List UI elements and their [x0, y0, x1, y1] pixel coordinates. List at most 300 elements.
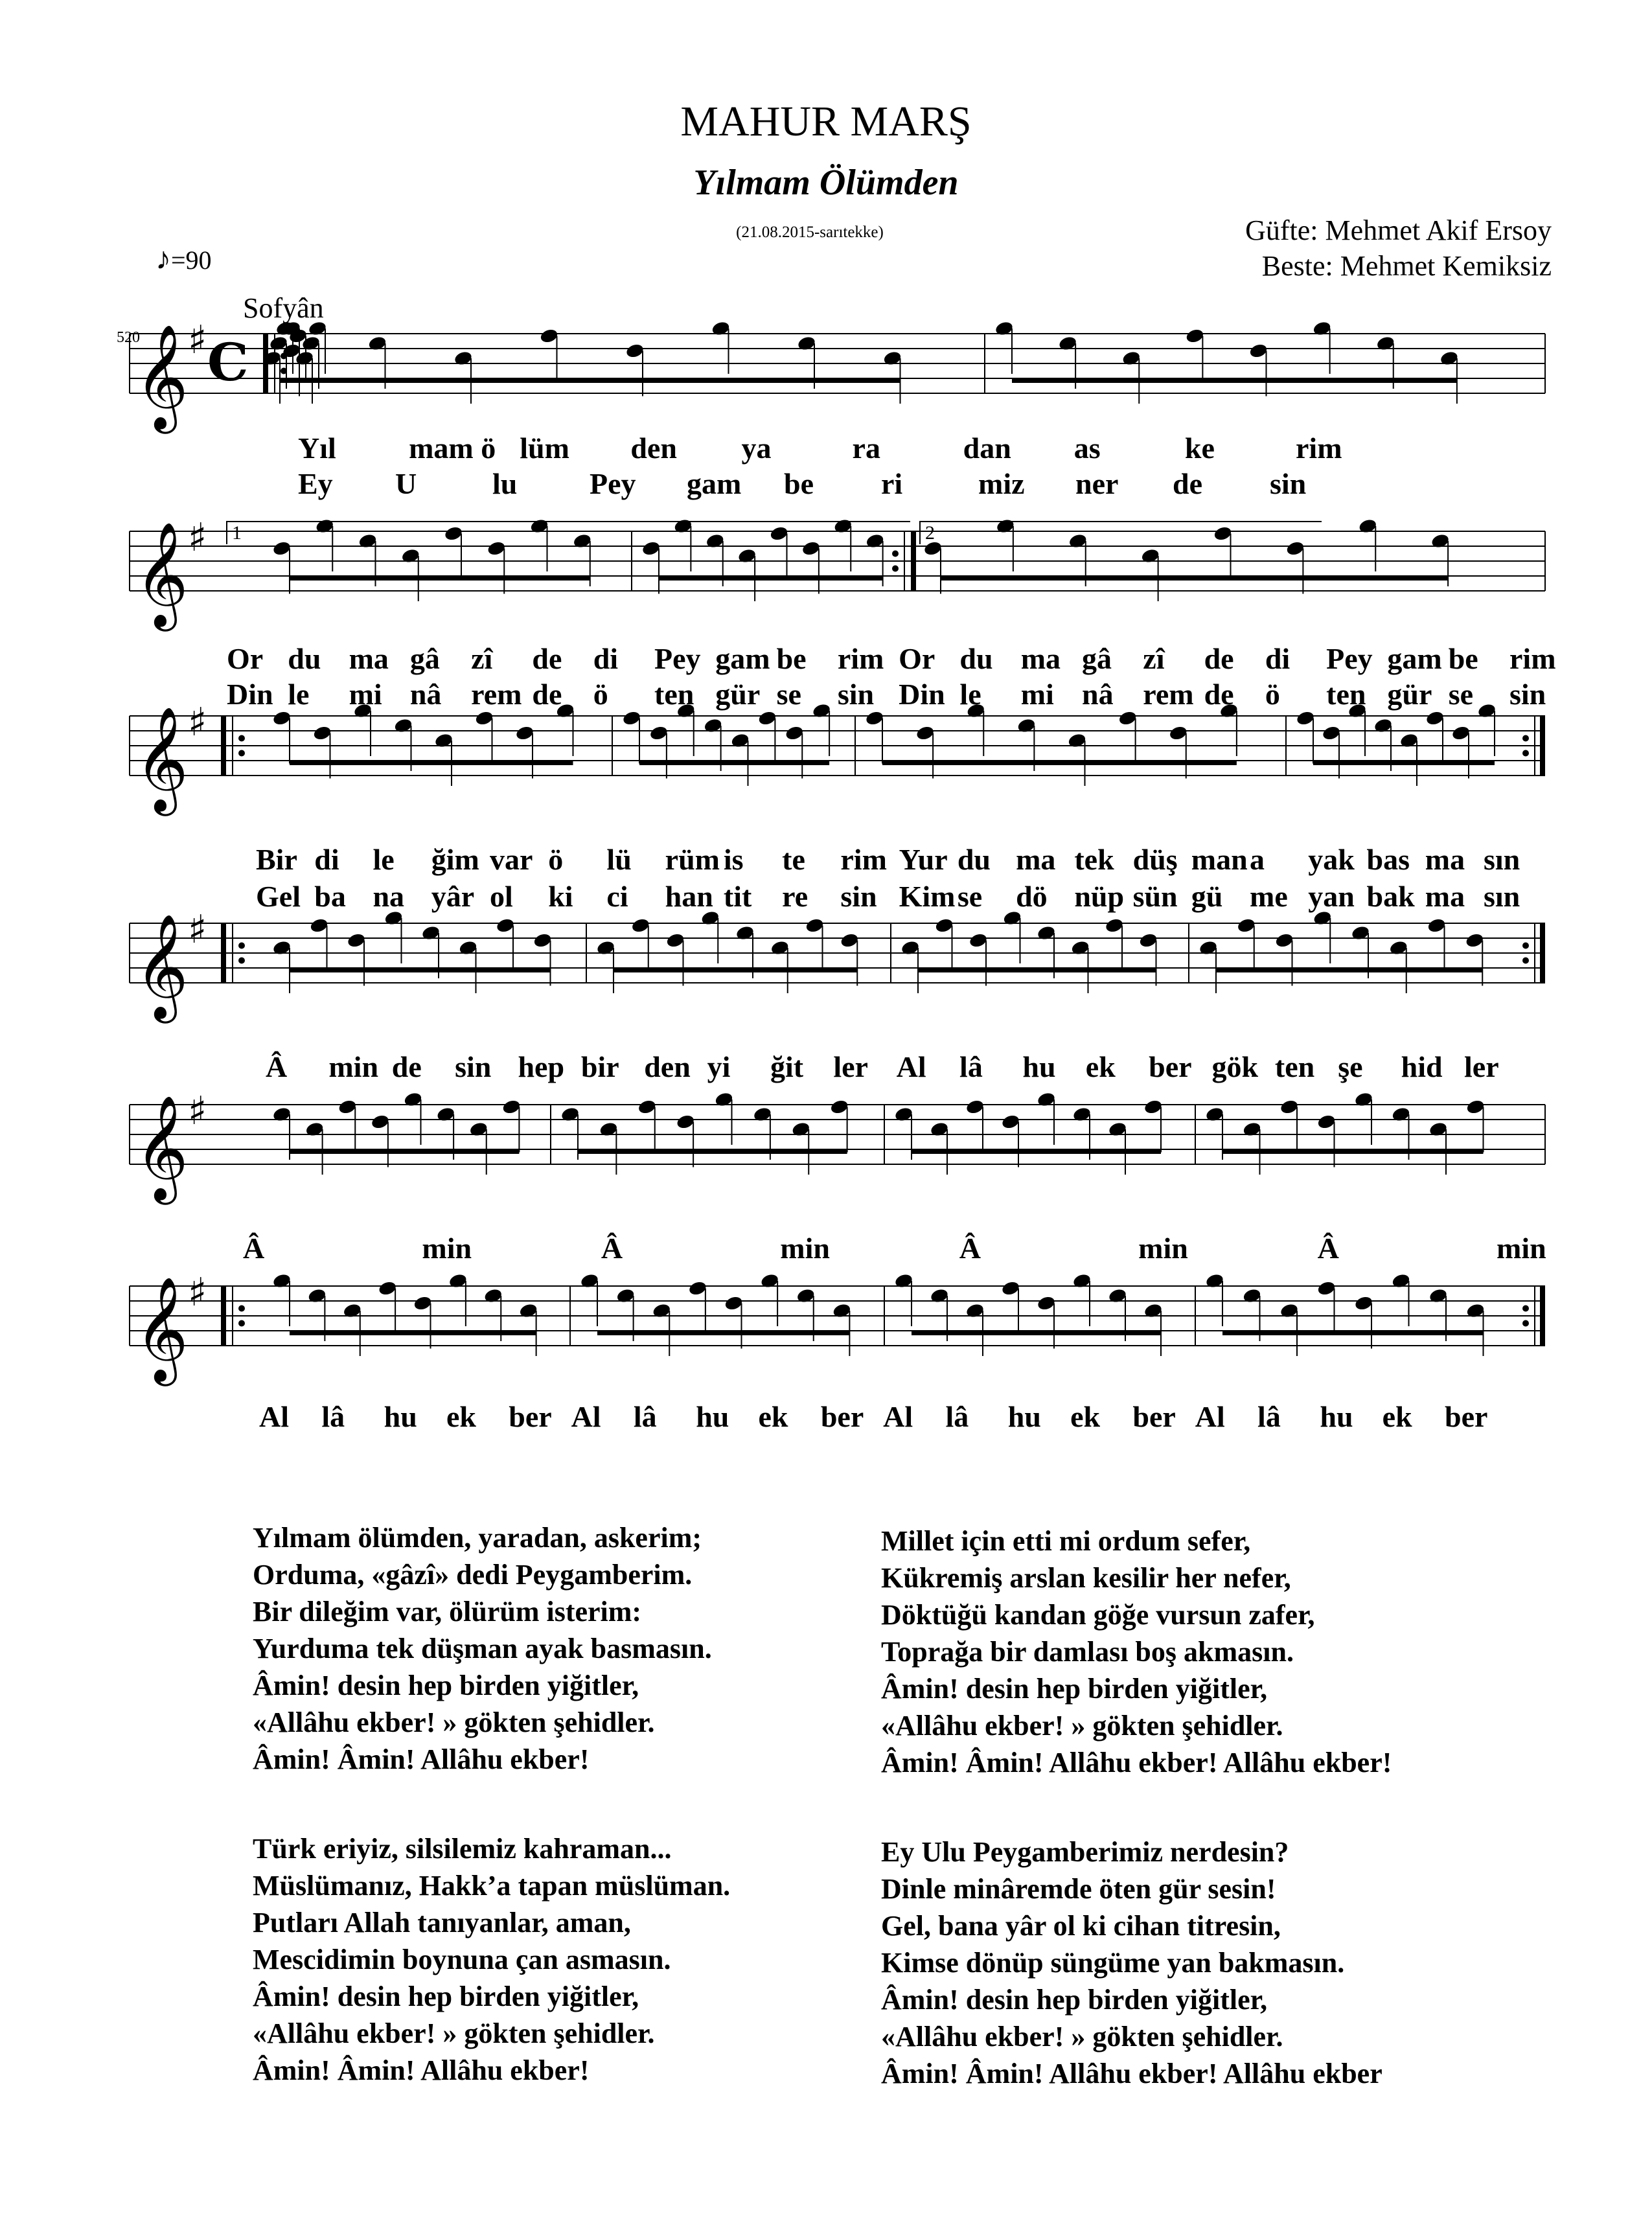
volta-2-bracket [920, 522, 1322, 544]
lyric-syllable: min [328, 1050, 379, 1083]
verse-left-line: «Allâhu ekber! » gökten şehidler. [253, 2018, 655, 2049]
repeat-dot [1522, 735, 1529, 742]
note-head [1072, 1272, 1092, 1289]
lyric-syllable: le [373, 843, 395, 876]
note-head [737, 547, 757, 564]
verse-block-left-1 [253, 1519, 712, 1778]
verse-right-line: Âmin! Âmin! Allâhu ekber! Allâhu ekber [881, 2058, 1382, 2089]
repeat-dot [238, 943, 245, 949]
lyric-syllable: Al [896, 1050, 926, 1083]
lyric-syllable: sın [1484, 880, 1520, 913]
note-head [965, 1302, 985, 1319]
note-head [1205, 1106, 1225, 1123]
verse-left-line: Âmin! desin hep birden yiğitler, [253, 1670, 639, 1701]
lyric-syllable: nâ [409, 678, 442, 711]
lyric-syllable: U [395, 467, 417, 500]
verse-left-line: Âmin! Âmin! Allâhu ekber! [253, 1743, 590, 1775]
lyric-syllable: lâ [1257, 1400, 1281, 1433]
note-head [1279, 1302, 1300, 1319]
lyric-syllable: ki [548, 880, 573, 913]
note-head [705, 533, 725, 549]
lyric-syllable: rim [1296, 431, 1342, 465]
verse-left-line: Bir dileğim var, ölürüm isterim: [253, 1596, 642, 1627]
lyric-syllable: di [314, 843, 339, 876]
lyric-syllable: ber [509, 1400, 552, 1433]
repeat-dot [238, 735, 245, 742]
lyric-syllable: as [1073, 431, 1101, 465]
note-head [529, 518, 549, 535]
lyric-syllable: rem [471, 678, 522, 711]
note-head [665, 932, 685, 949]
lyric-syllable: gâ [1082, 642, 1112, 675]
repeat-dot [1522, 943, 1529, 949]
note-head [1316, 1114, 1337, 1131]
note-head [315, 518, 335, 535]
note-head [1312, 320, 1332, 337]
volta-1-label: 1 [232, 522, 242, 544]
repeat-dot [1522, 1305, 1529, 1312]
lyric-syllable: re [782, 880, 809, 913]
note-head [1108, 1287, 1128, 1304]
note-head [1279, 1099, 1300, 1116]
lyric-syllable: ek [1070, 1400, 1101, 1433]
lyric-syllable: Â [243, 1232, 265, 1265]
lyric-syllable: Yur [899, 843, 948, 876]
note-head [1121, 350, 1141, 367]
lyric-syllable: ten [1274, 1050, 1315, 1083]
note-head [1391, 1272, 1411, 1289]
note-head [1375, 335, 1395, 352]
note-head [622, 710, 642, 727]
lyric-syllable: rim [840, 843, 887, 876]
note-head [1138, 932, 1158, 949]
verse-right-line: Kükremiş arslan kesilir her nefer, [881, 1562, 1291, 1594]
lyric-syllable: is [723, 843, 744, 876]
note-head [307, 1287, 327, 1304]
note-head [930, 1287, 950, 1304]
lyric-syllable: du [959, 642, 993, 675]
lyric-syllable: Pey [1326, 642, 1373, 675]
repeat-dot [238, 1320, 245, 1327]
note-head [393, 717, 413, 734]
lyricist-credit: Güfte: Mehmet Akif Ersoy [1245, 214, 1552, 246]
lyric-syllable: lâ [945, 1400, 969, 1433]
note-head [637, 1099, 657, 1116]
lyric-syllable: di [1265, 642, 1291, 675]
note-head [1477, 702, 1497, 719]
note-head [1001, 1114, 1021, 1131]
lyric-syllable: na [373, 880, 405, 913]
lyric-syllable: ö [548, 843, 564, 876]
lyric-syllable: hu [1007, 1400, 1041, 1433]
lyric-syllable: de [1204, 642, 1234, 675]
lyric-syllable: min [780, 1232, 830, 1265]
lyric-syllable: sin [455, 1050, 492, 1083]
note-head [1143, 1302, 1164, 1319]
note-head [421, 925, 441, 941]
note-head [272, 939, 292, 956]
note-head [1058, 335, 1078, 352]
lyric-syllable: tit [723, 880, 752, 913]
note-head [801, 540, 821, 557]
lyric-syllable: han [665, 880, 713, 913]
lyric-syllable: hu [1320, 1400, 1353, 1433]
lyric-syllable: a [1250, 843, 1265, 876]
lyric-syllable: min [422, 1232, 472, 1265]
lyric-syllable: min [1138, 1232, 1188, 1265]
lyric-syllable: den [644, 1050, 691, 1083]
note-head [501, 1099, 522, 1116]
lyric-syllable: gök [1211, 1050, 1259, 1083]
note-head [688, 1280, 708, 1297]
treble-clef-icon: 𝄞 [135, 706, 189, 812]
note-head [533, 932, 553, 949]
lyric-syllable: ber [1132, 1400, 1176, 1433]
lyric-syllable: du [288, 642, 321, 675]
verse-right-line: Âmin! desin hep birden yiğitler, [881, 1984, 1268, 2016]
lyric-syllable: ner [1075, 467, 1119, 500]
note-head [596, 939, 616, 956]
lyric-syllable: ri [881, 467, 903, 500]
lyric-syllable: gür [715, 678, 761, 711]
note-head [1388, 939, 1408, 956]
note-head [400, 547, 420, 564]
note-head [367, 335, 387, 352]
note-head [496, 917, 516, 934]
note-head [1451, 725, 1471, 742]
verse-right-line: Ey Ulu Peygamberimiz nerdesin? [881, 1836, 1289, 1868]
note-head [1430, 533, 1451, 549]
note-head [805, 917, 825, 934]
note-head [1428, 1287, 1449, 1304]
lyric-syllable: ö [1265, 678, 1280, 711]
sharp-icon: ♯ [188, 907, 207, 952]
lyric-syllable: ma [1016, 843, 1056, 876]
note-head [894, 1272, 914, 1289]
note-head [413, 1295, 433, 1312]
lyric-syllable: ber [820, 1400, 864, 1433]
verse-left-line: Âmin! desin hep birden yiğitler, [253, 1981, 639, 2012]
note-head [272, 1106, 292, 1123]
lyric-syllable: ek [446, 1400, 476, 1433]
note-head [580, 1272, 600, 1289]
note-head [1440, 350, 1460, 367]
verse-right-line: Âmin! Âmin! Allâhu ekber! Allâhu ekber! [881, 1747, 1392, 1778]
sharp-icon: ♯ [188, 700, 207, 745]
page-title: MAHUR MARŞ [680, 98, 972, 145]
note-head [1068, 533, 1088, 549]
note-head [1354, 1295, 1374, 1312]
sharp-icon: ♯ [188, 1270, 207, 1315]
note-head [703, 717, 723, 734]
lyric-syllable: Â [959, 1232, 981, 1265]
lyric-syllable: le [288, 678, 310, 711]
note-head [1140, 547, 1160, 564]
lyric-syllable: ğit [770, 1050, 804, 1083]
lyric-syllable: Ey [298, 467, 333, 500]
note-head [812, 702, 832, 719]
note-head [730, 732, 750, 749]
lyric-syllable: hu [384, 1400, 417, 1433]
note-head [1248, 343, 1268, 360]
note-head [724, 1295, 744, 1312]
note-head [434, 732, 454, 749]
note-head [1236, 917, 1256, 934]
lyric-syllable: mi [1020, 678, 1054, 711]
verse-right-line: Toprağa bir damlası boş akmasın. [881, 1636, 1294, 1668]
lyric-syllable: ten [1326, 678, 1366, 711]
note-head [1070, 939, 1090, 956]
note-head [882, 350, 902, 367]
note-head [347, 932, 367, 949]
repeat-dot [892, 566, 899, 572]
note-head [829, 1099, 849, 1116]
lyric-syllable: lâ [959, 1050, 983, 1083]
note-head [994, 320, 1015, 337]
verse-left-line: «Allâhu ekber! » gökten şehidler. [253, 1707, 655, 1738]
lyric-syllable: ma [1425, 843, 1465, 876]
verse-right-line: Gel, bana yâr ol ki cihan titresin, [881, 1910, 1281, 1942]
note-head [1067, 732, 1087, 749]
note-head [615, 1287, 636, 1304]
lyric-syllable: be [1448, 642, 1478, 675]
lyric-syllable: be [776, 642, 807, 675]
note-head [436, 1106, 456, 1123]
note-head [796, 1287, 816, 1304]
note-head [560, 1106, 580, 1123]
lyric-syllable: gam [1387, 642, 1442, 675]
lyric-syllable: Yıl [298, 431, 336, 465]
lyric-syllable: yâr [431, 880, 475, 913]
note-head [309, 917, 329, 934]
note-head [304, 1121, 325, 1138]
common-time-icon: C [207, 332, 249, 393]
lyric-syllable: lu [492, 467, 518, 500]
note-head [272, 1272, 292, 1289]
verse-left-line: Âmin! Âmin! Allâhu ekber! [253, 2054, 590, 2086]
verse-block-right-1 [881, 1523, 1392, 1781]
lyric-syllable: Â [1317, 1232, 1339, 1265]
lyric-syllable: Gel [256, 880, 301, 913]
lyric-syllable: Al [883, 1400, 913, 1433]
verse-right-line: Millet için etti mi ordum sefer, [881, 1525, 1251, 1557]
note-head [757, 710, 777, 727]
lyric-syllable: Al [1195, 1400, 1225, 1433]
lyric-syllable: mam ö [409, 431, 496, 465]
lyric-syllable: nüp [1074, 880, 1125, 913]
lyric-syllable: ol [489, 880, 513, 913]
lyric-syllable: de [532, 678, 562, 711]
verse-right-line: «Allâhu ekber! » gökten şehidler. [881, 2021, 1283, 2052]
verse-left-line: Müslümanız, Hakk’a tapan müslüman. [253, 1870, 731, 1902]
note-head [785, 725, 805, 742]
note-head [791, 1121, 811, 1138]
lyric-syllable: Din [227, 678, 273, 711]
lyric-syllable: Kim [899, 880, 956, 913]
eighth-note-icon: ♪ [155, 242, 171, 276]
note-head [1205, 1272, 1225, 1289]
treble-clef-icon: 𝄞 [135, 914, 189, 1019]
note-head [448, 1272, 468, 1289]
lyric-syllable: min [1497, 1232, 1546, 1265]
lyric-syllable: man [1191, 843, 1248, 876]
note-head [1354, 1091, 1374, 1108]
treble-clef-icon: 𝄞 [135, 324, 189, 430]
lyric-syllable: de [532, 642, 562, 675]
repeat-dot [238, 750, 245, 757]
note-head [625, 343, 645, 360]
lyric-syllable: var [489, 843, 533, 876]
note-head [1213, 525, 1233, 542]
lyric-syllable: Bir [256, 843, 297, 876]
lyric-syllable: miz [978, 467, 1025, 500]
note-head [338, 1099, 358, 1116]
lyric-syllable: Al [571, 1400, 601, 1433]
lyric-syllable: le [959, 678, 981, 711]
treble-clef-icon: 𝄞 [135, 1276, 189, 1382]
lyric-syllable: ber [1149, 1050, 1192, 1083]
note-head [1037, 1091, 1057, 1108]
note-head [840, 932, 860, 949]
date-note: (21.08.2015-sarıtekke) [736, 224, 884, 241]
verse-left-line: Orduma, «gâzî» dedi Peygamberim. [253, 1559, 693, 1591]
lyric-syllable: ö [593, 678, 608, 711]
note-head [403, 1091, 423, 1108]
note-head [769, 525, 789, 542]
lyric-syllable: gam [715, 642, 770, 675]
lyric-syllable: ya [741, 431, 772, 465]
note-head [1274, 932, 1294, 949]
note-head [1465, 932, 1485, 949]
lyric-syllable: ba [314, 880, 346, 913]
verse-right-line: «Allâhu ekber! » gökten şehidler. [881, 1710, 1283, 1742]
note-head [518, 1302, 538, 1319]
note-head [308, 320, 328, 337]
note-head [865, 533, 885, 549]
note-head [753, 1106, 773, 1123]
lyric-syllable: me [1250, 880, 1288, 913]
lyric-syllable: bas [1366, 843, 1410, 876]
verse-left-line: Mescidimin boynuna çan asmasın. [253, 1944, 671, 1975]
lyric-syllable: ek [1382, 1400, 1412, 1433]
note-head [444, 525, 464, 542]
lyric-syllable: yak [1308, 843, 1355, 876]
lyric-syllable: zî [471, 642, 493, 675]
verse-right-line: Kimse dönüp süngüme yan bakmasın. [881, 1947, 1345, 1979]
note-head [1322, 725, 1342, 742]
lyric-syllable: sin [840, 880, 877, 913]
lyric-syllable: de [1204, 678, 1234, 711]
note-head [1351, 925, 1371, 941]
note-head [934, 917, 954, 934]
note-head [272, 540, 292, 557]
lyric-syllable: dan [963, 431, 1011, 465]
note-head [453, 350, 474, 367]
verse-right-line: Âmin! desin hep birden yiğitler, [881, 1673, 1268, 1705]
lyric-syllable: ma [349, 642, 389, 675]
note-head [1242, 1121, 1262, 1138]
lyric-syllable: hep [518, 1050, 565, 1083]
treble-clef-icon: 𝄞 [135, 522, 189, 627]
note-head [1037, 1295, 1057, 1312]
lyric-syllable: hu [696, 1400, 729, 1433]
lyric-syllable: de [391, 1050, 422, 1083]
lyric-syllable: te [782, 843, 805, 876]
verse-left-line: Yılmam ölümden, yaradan, askerim; [253, 1522, 702, 1554]
verse-block-left-2 [253, 1830, 730, 2089]
note-head [1185, 328, 1205, 345]
note-head [1285, 540, 1305, 557]
note-head [915, 725, 935, 742]
measure-number: 520 [117, 329, 140, 346]
note-head [760, 1272, 780, 1289]
note-head [1428, 1121, 1449, 1138]
lyric-syllable: Â [266, 1050, 288, 1083]
note-head [1358, 518, 1378, 535]
lyric-syllable: yan [1308, 880, 1355, 913]
lyric-syllable: bak [1366, 880, 1415, 913]
note-head [676, 1114, 696, 1131]
note-head [458, 939, 478, 956]
lyric-syllable: sin [1270, 467, 1307, 500]
note-head [930, 1121, 950, 1138]
verse-left-line: Putları Allah tanıyanlar, aman, [253, 1907, 631, 1938]
note-head [1118, 710, 1138, 727]
lyric-syllable: düş [1132, 843, 1178, 876]
lyric-syllable: sin [1509, 678, 1546, 711]
repeat-dot [1522, 958, 1529, 964]
lyric-syllable: hid [1401, 1050, 1443, 1083]
note-head [1296, 710, 1316, 727]
lyric-syllable: ke [1184, 431, 1215, 465]
note-head [901, 939, 921, 956]
lyric-syllable: sın [1484, 843, 1520, 876]
lyric-syllable: Or [899, 642, 935, 675]
lyric-syllable: rem [1143, 678, 1194, 711]
lyric-syllable: ek [758, 1400, 788, 1433]
lyric-syllable: be [784, 467, 814, 500]
note-head [1168, 725, 1188, 742]
note-head [358, 533, 378, 549]
note-head [1199, 939, 1219, 956]
tempo-value: =90 [171, 246, 212, 275]
verse-block-right-2 [881, 1834, 1382, 2092]
note-head [312, 725, 332, 742]
lyric-syllable: şe [1338, 1050, 1363, 1083]
note-head [468, 1121, 488, 1138]
note-head [735, 925, 755, 941]
note-head [833, 518, 853, 535]
lyric-syllable: den [630, 431, 677, 465]
note-head [272, 710, 292, 727]
note-head [1427, 917, 1447, 934]
note-head [832, 1302, 852, 1319]
lyric-syllable: ber [1445, 1400, 1488, 1433]
sharp-icon: ♯ [188, 317, 207, 363]
note-head [652, 1302, 672, 1319]
lyric-syllable: ci [606, 880, 628, 913]
lyric-syllable: se [1448, 678, 1474, 711]
note-head [572, 533, 592, 549]
lyric-syllable: du [957, 843, 991, 876]
composer-credit: Beste: Mehmet Kemiksiz [1261, 250, 1552, 282]
repeat-dot [238, 958, 245, 964]
lyric-syllable: Pey [654, 642, 701, 675]
note-head [371, 1114, 391, 1131]
treble-clef-icon: 𝄞 [135, 1095, 189, 1201]
note-head [599, 1121, 619, 1138]
lyric-syllable: lü [606, 843, 632, 876]
